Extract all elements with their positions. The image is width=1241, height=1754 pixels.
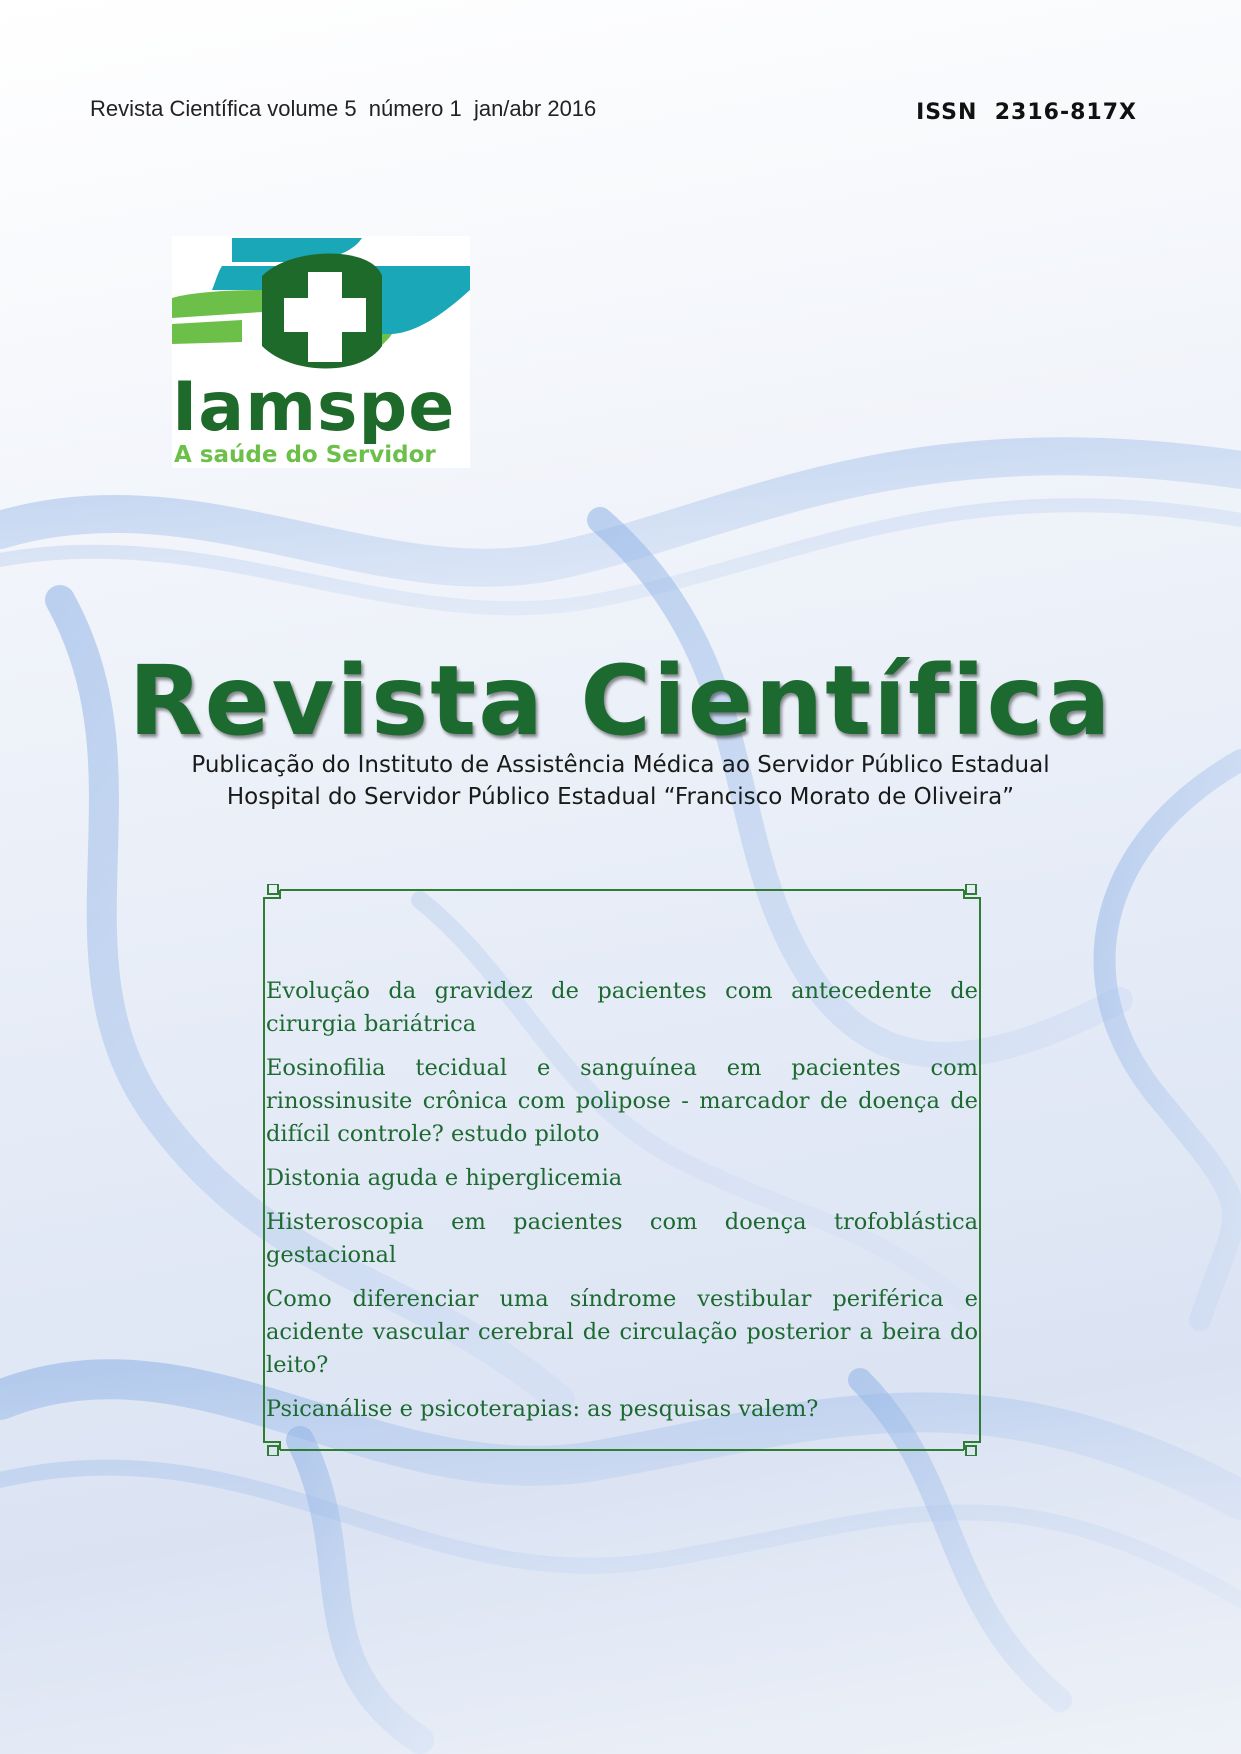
article-title[interactable]: Distonia aguda e hiperglicemia	[266, 1165, 623, 1191]
issue-info: Revista Científica volume 5 número 1 jan/abr 2016	[90, 96, 597, 121]
hospital-line: Hospital do Servidor Público Estadual “Francisco Morato de Oliveira”	[226, 784, 1015, 810]
issn: ISSN 2316-817X	[916, 100, 1137, 125]
logo-cross-icon	[172, 236, 470, 376]
logo-tagline: A saúde do Servidor	[174, 442, 436, 468]
publisher-line: Publicação do Instituto de Assistência Médica ao Servidor Público Estadual	[191, 752, 1050, 778]
article-title[interactable]: Histeroscopia em pacientes com doença trofoblástica gestacional	[266, 1209, 978, 1268]
iamspe-logo	[172, 236, 470, 468]
logo-name: Iamspe	[172, 368, 456, 447]
article-title[interactable]: Evolução da gravidez de pacientes com antecedente de cirurgia bariátrica	[266, 978, 978, 1037]
journal-title: Revista Científica	[128, 645, 1113, 757]
table-of-contents	[266, 975, 978, 1437]
article-title[interactable]: Como diferenciar uma síndrome vestibular periférica e acidente vascular cerebral de circulação posterior a beira do leito?	[266, 1286, 978, 1378]
article-title[interactable]: Eosinofilia tecidual e sanguínea em pacientes com rinossinusite crônica com polipose - marcador de doença de difícil controle? estudo piloto	[266, 1055, 978, 1147]
article-title[interactable]: Psicanálise e psicoterapias: as pesquisas valem?	[266, 1396, 819, 1422]
